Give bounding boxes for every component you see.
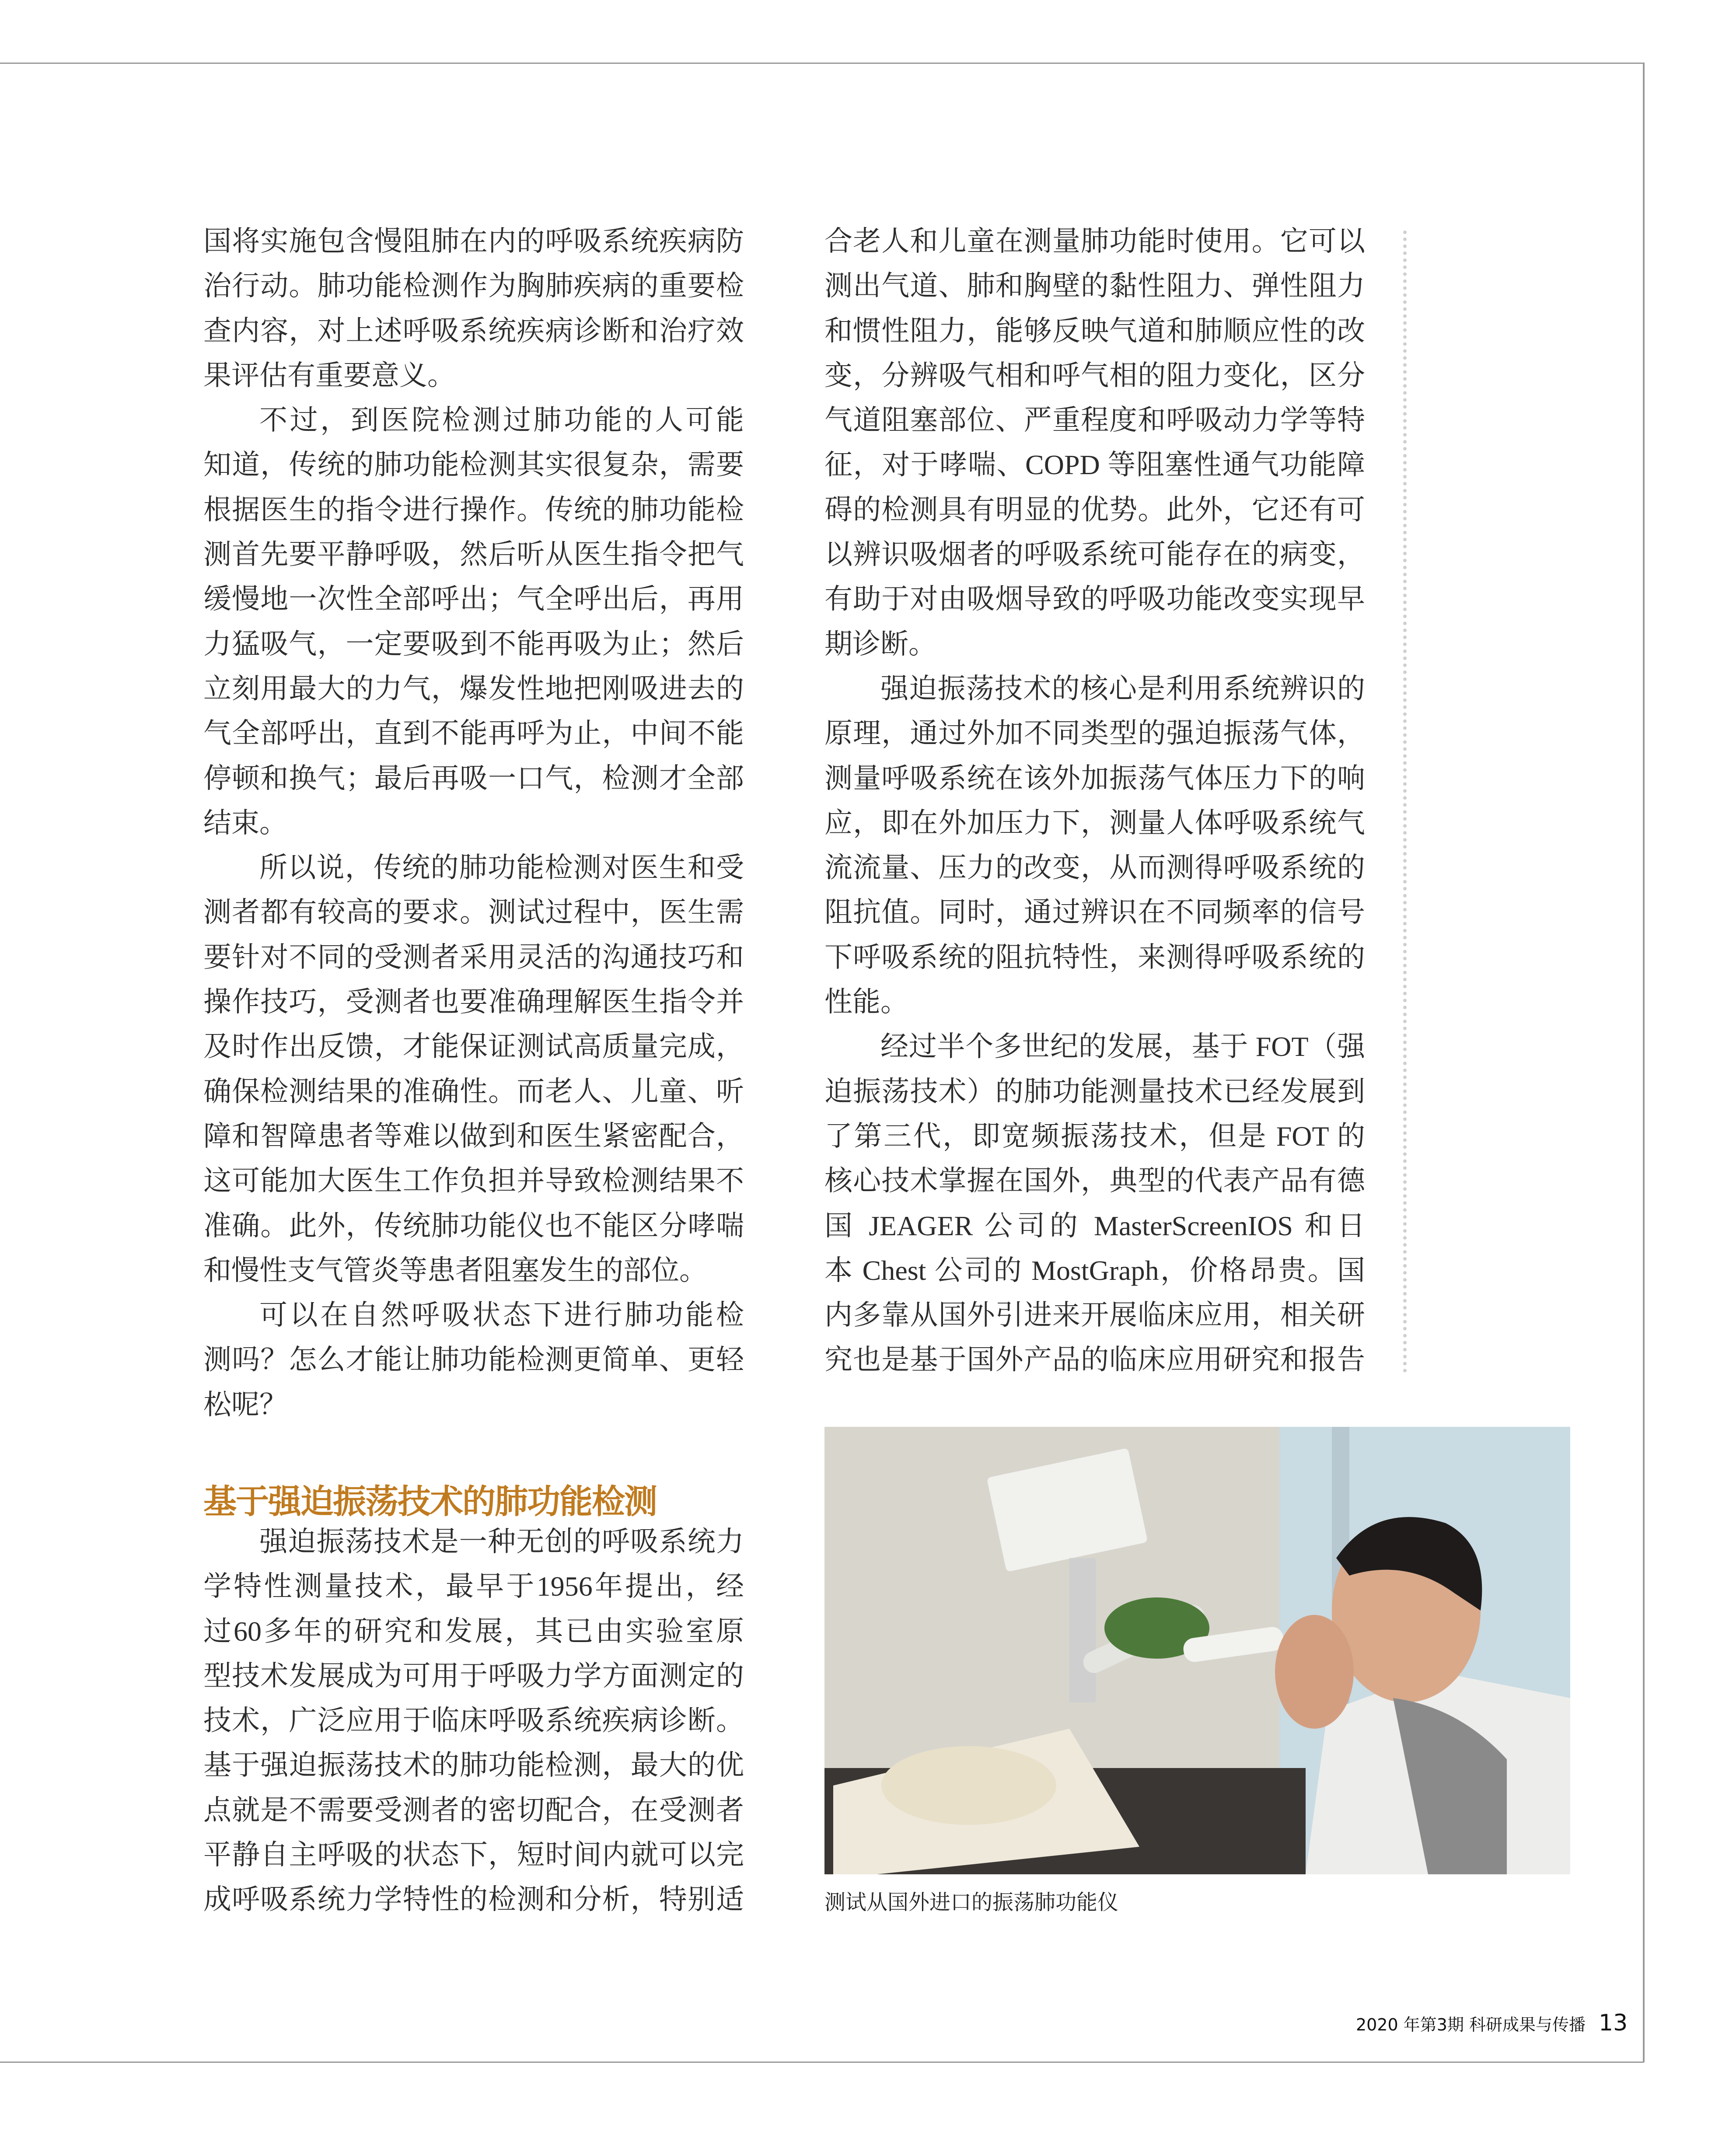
text-line: 气道阻塞部位、严重程度和呼吸动力学等特: [824, 405, 1365, 436]
text-line: 测量呼吸系统在该外加振荡气体压力下的响: [824, 762, 1365, 794]
text-line: 测出气道、肺和胸壁的黏性阻力、弹性阻力: [824, 270, 1365, 302]
text-line: 以辨识吸烟者的呼吸系统可能存在的病变，: [824, 539, 1365, 570]
paragraph: [203, 846, 744, 1293]
text-line: 和惯性阻力，能够反映气道和肺顺应性的改: [824, 315, 1365, 346]
text-line: 果评估有重要意义。: [203, 360, 455, 391]
text-line: 障和智障患者等难以做到和医生紧密配合，: [203, 1120, 744, 1152]
text-line: 点就是不需要受测者的密切配合，在受测者: [203, 1794, 744, 1826]
text-line: 本 Chest 公司的 MostGraph，价格昂贵。国: [824, 1254, 1365, 1286]
text-line: 准确。此外，传统肺功能仪也不能区分哮喘: [203, 1210, 744, 1241]
text-line: 查内容，对上述呼吸系统疾病诊断和治疗效: [203, 315, 744, 346]
photo-illustration: [824, 1427, 1570, 1874]
page-number: 13: [1599, 2010, 1628, 2036]
text-line: 确保检测结果的准确性。而老人、儿童、听: [203, 1076, 744, 1107]
paragraph: [824, 1024, 1365, 1382]
text-line: 可以在自然呼吸状态下进行肺功能检: [259, 1300, 744, 1331]
text-line: 平静自主呼吸的状态下，短时间内就可以完: [203, 1839, 744, 1871]
figure-caption: 测试从国外进口的振荡肺功能仪: [824, 1890, 1119, 1915]
text-line: 国 JEAGER 公司的 MasterScreenIOS 和日: [824, 1210, 1365, 1241]
text-line: 内多靠从国外引进来开展临床应用，相关研: [824, 1300, 1365, 1331]
text-line: 气全部呼出，直到不能再呼为止，中间不能: [203, 718, 744, 749]
paragraph: [203, 219, 744, 398]
text-line: 流流量、压力的改变，从而测得呼吸系统的: [824, 852, 1365, 884]
text-line: 停顿和换气；最后再吸一口气，检测才全部: [203, 762, 744, 794]
text-line: 强迫振荡技术是一种无创的呼吸系统力: [259, 1526, 744, 1557]
text-line: 经过半个多世纪的发展，基于 FOT（强: [880, 1031, 1365, 1062]
column-dotted-rule: [1403, 231, 1407, 1373]
text-line: 测者都有较高的要求。测试过程中，医生需: [203, 897, 744, 928]
text-line: 不过，到医院检测过肺功能的人可能: [259, 405, 744, 436]
text-line: 征，对于哮喘、COPD 等阻塞性通气功能障: [824, 449, 1365, 481]
text-line: 过60多年的研究和发展，其已由实验室原: [203, 1615, 744, 1647]
text-line: 期诊断。: [824, 628, 936, 660]
text-line: 缓慢地一次性全部呼出；气全呼出后，再用: [203, 584, 744, 615]
text-line: 所以说，传统的肺功能检测对医生和受: [259, 852, 744, 884]
text-line: 下呼吸系统的阻抗特性，来测得呼吸系统的: [824, 941, 1365, 973]
paragraph: [824, 219, 1365, 667]
text-line: 阻抗值。同时，通过辨识在不同频率的信号: [824, 897, 1365, 928]
frame-line-top: [0, 63, 1644, 64]
text-line: 基于强迫振荡技术的肺功能检测，最大的优: [203, 1750, 744, 1781]
left-column-text: [203, 219, 744, 1427]
frame-line-right: [1643, 63, 1645, 2062]
text-line: 要针对不同的受测者采用灵活的沟通技巧和: [203, 941, 744, 973]
text-line: 碍的检测具有明显的优势。此外，它还有可: [824, 494, 1365, 525]
text-line: 迫振荡技术）的肺功能测量技术已经发展到: [824, 1076, 1365, 1107]
paragraph: [203, 1293, 744, 1427]
text-line: 应，即在外加压力下，测量人体呼吸系统气: [824, 807, 1365, 839]
text-line: 成呼吸系统力学特性的检测和分析，特别适: [203, 1884, 744, 1915]
page-footer: [1356, 2010, 1628, 2036]
text-line: 和慢性支气管炎等患者阻塞发生的部位。: [203, 1254, 707, 1286]
text-line: 根据医生的指令进行操作。传统的肺功能检: [203, 494, 744, 525]
text-line: 测吗？怎么才能让肺功能检测更简单、更轻: [203, 1344, 744, 1376]
paragraph: [203, 1520, 744, 1922]
text-line: 立刻用最大的力气，爆发性地把刚吸进去的: [203, 673, 744, 704]
text-line: 了第三代，即宽频振荡技术，但是 FOT 的: [824, 1120, 1365, 1152]
right-column-text: [824, 219, 1365, 1383]
text-line: 原理，通过外加不同类型的强迫振荡气体，: [824, 718, 1365, 749]
text-line: 这可能加大医生工作负担并导致检测结果不: [203, 1165, 744, 1197]
text-line: 力猛吸气，一定要吸到不能再吸为止；然后: [203, 628, 744, 660]
paragraph: [824, 667, 1365, 1024]
text-line: 核心技术掌握在国外，典型的代表产品有德: [824, 1165, 1365, 1197]
issue-label: 2020 年第3期 科研成果与传播: [1356, 2015, 1586, 2034]
frame-line-bottom: [0, 2062, 1644, 2063]
text-line: 合老人和儿童在测量肺功能时使用。它可以: [824, 226, 1365, 257]
text-line: 变，分辨吸气相和呼气相的阻力变化，区分: [824, 360, 1365, 391]
text-line: 及时作出反馈，才能保证测试高质量完成，: [203, 1031, 744, 1062]
text-line: 性能。: [824, 986, 908, 1018]
text-line: 结束。: [203, 807, 287, 839]
text-line: 究也是基于国外产品的临床应用研究和报告: [824, 1344, 1365, 1376]
text-line: 操作技巧，受测者也要准确理解医生指令并: [203, 986, 744, 1018]
left-column-text-continued: [203, 1520, 744, 1922]
text-line: 治行动。肺功能检测作为胸肺疾病的重要检: [203, 270, 744, 302]
section-heading: 基于强迫振荡技术的肺功能检测: [203, 1482, 657, 1521]
text-line: 松呢？: [203, 1389, 287, 1420]
text-line: 强迫振荡技术的核心是利用系统辨识的: [880, 673, 1365, 704]
text-line: 型技术发展成为可用于呼吸力学方面测定的: [203, 1660, 744, 1691]
photo-forced-oscillation-device-test: [824, 1427, 1570, 1874]
paragraph: [203, 398, 744, 846]
text-line: 测首先要平静呼吸，然后听从医生指令把气: [203, 539, 744, 570]
text-line: 知道，传统的肺功能检测其实很复杂，需要: [203, 449, 744, 481]
text-line: 技术，广泛应用于临床呼吸系统疾病诊断。: [203, 1705, 744, 1737]
text-line: 国将实施包含慢阻肺在内的呼吸系统疾病防: [203, 226, 744, 257]
text-line: 有助于对由吸烟导致的呼吸功能改变实现早: [824, 584, 1365, 615]
text-line: 学特性测量技术，最早于1956年提出，经: [203, 1571, 744, 1602]
